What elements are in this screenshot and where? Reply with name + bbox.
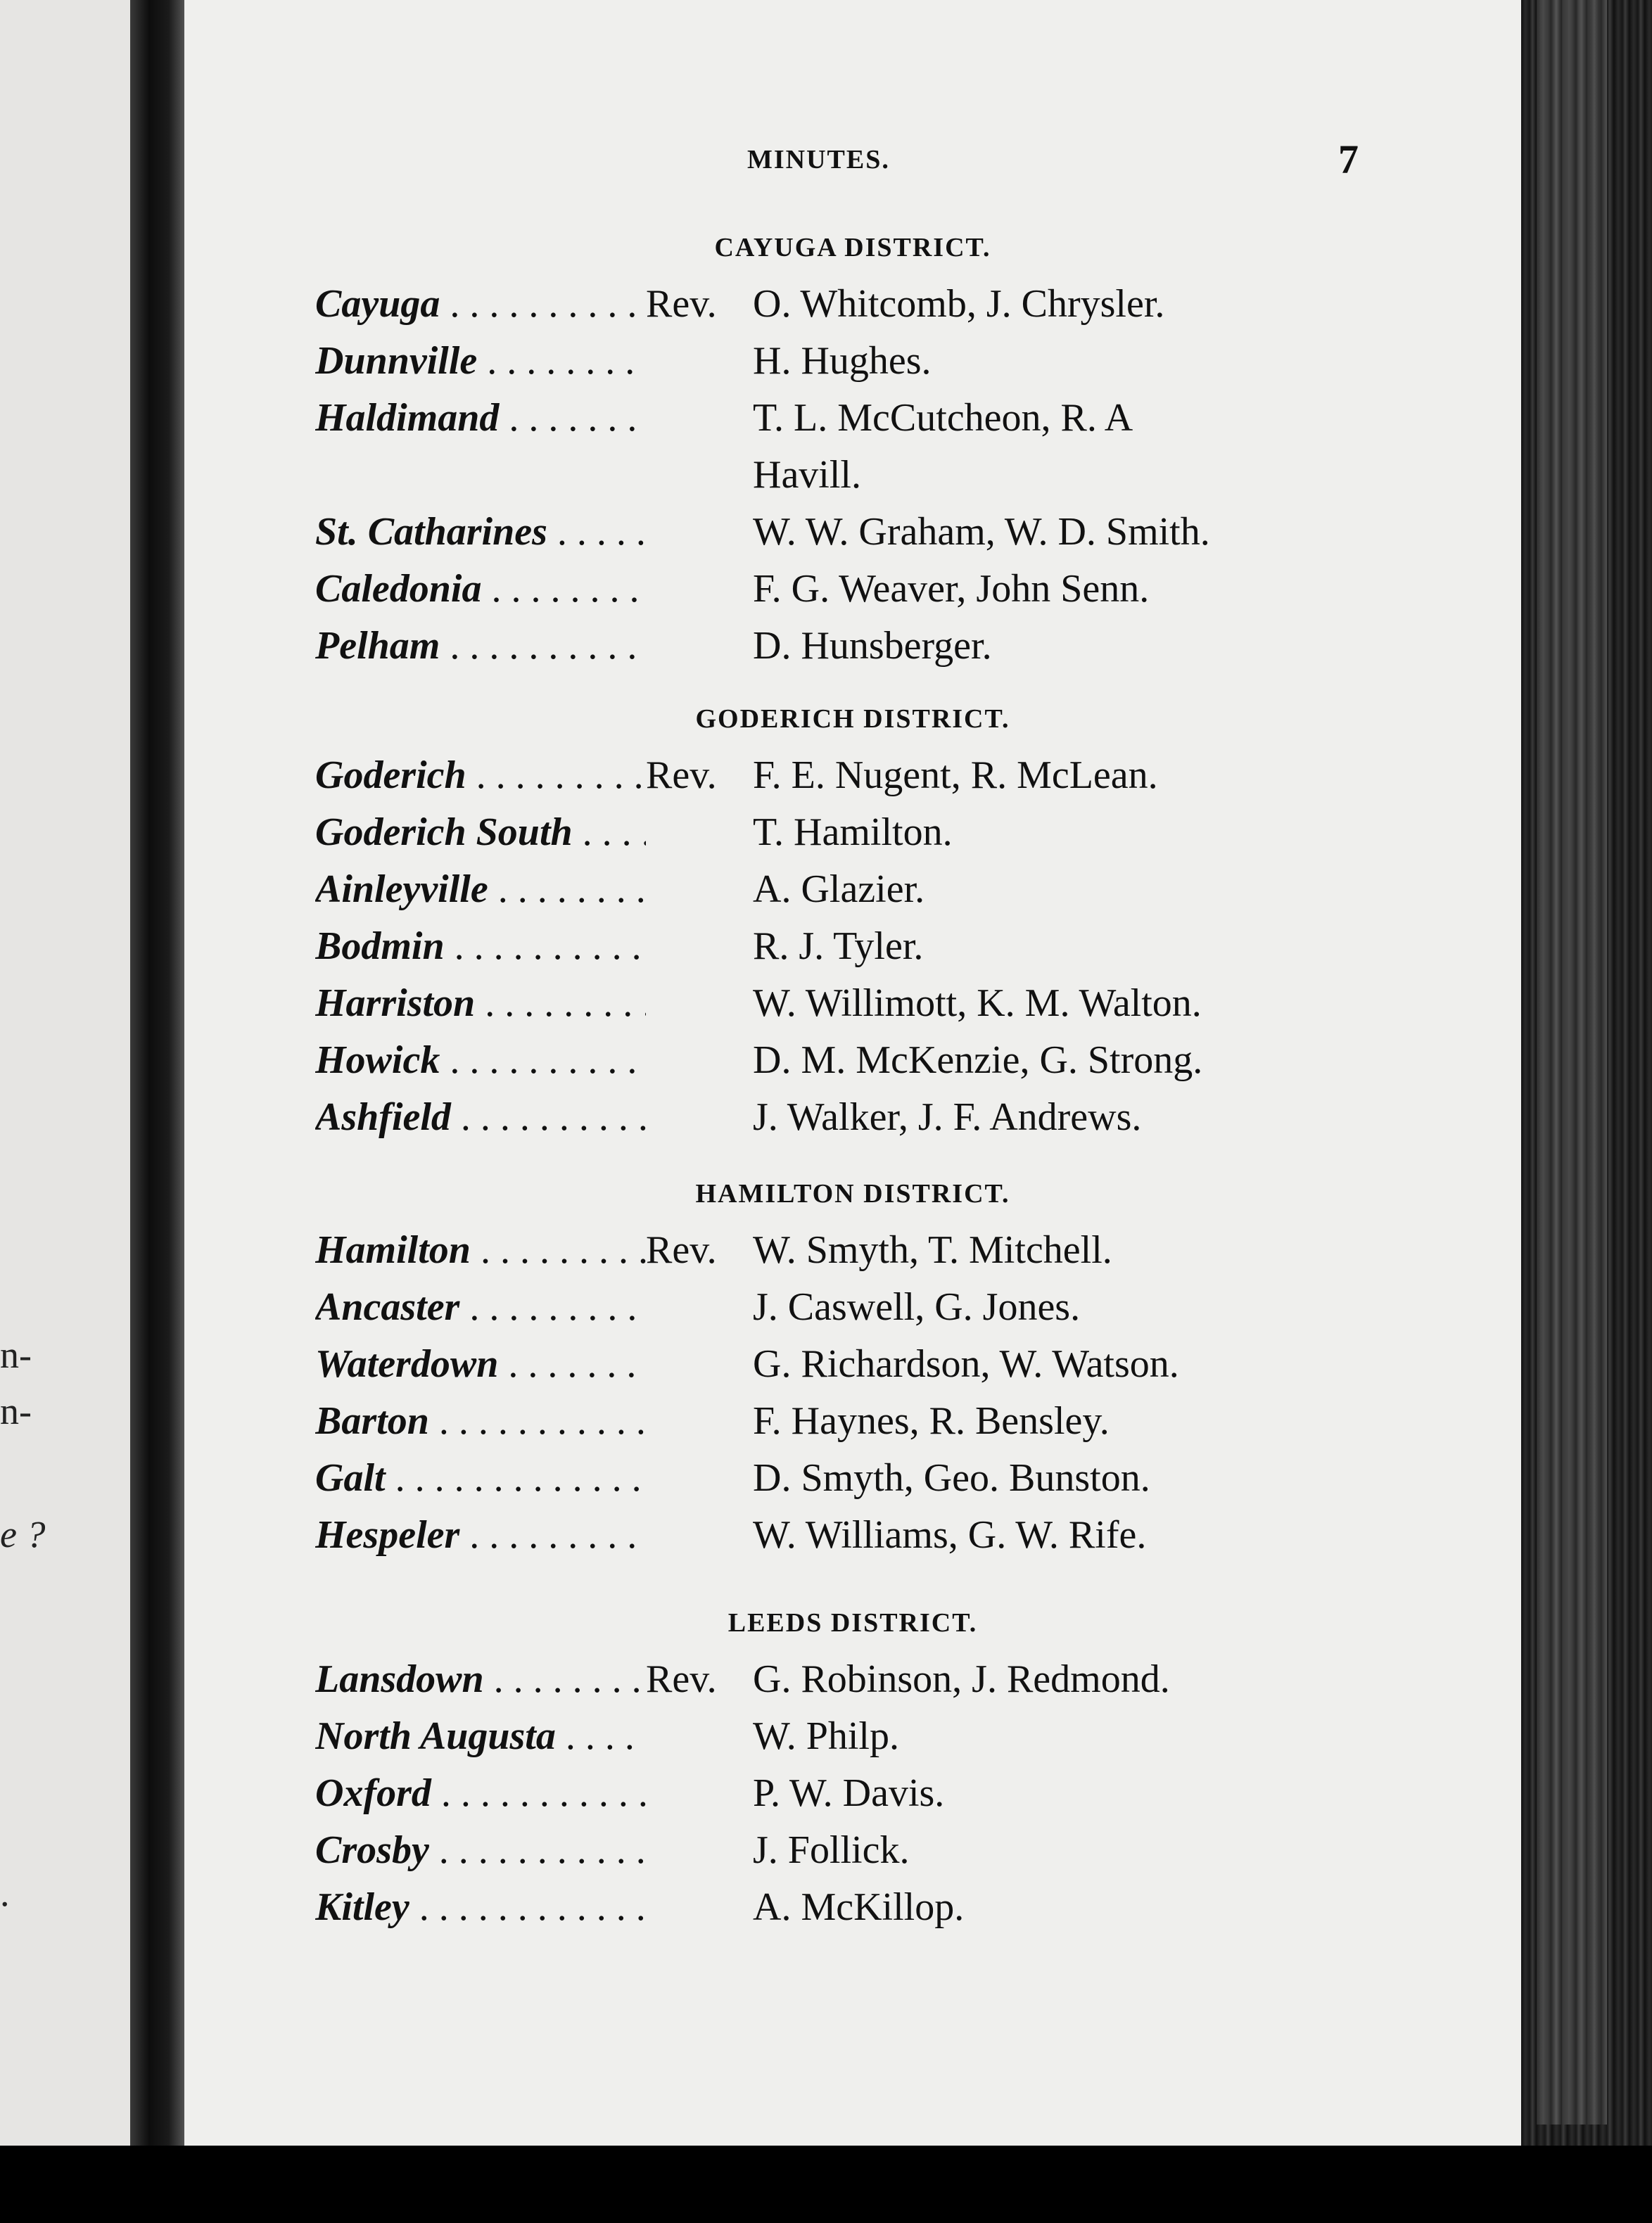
circuit-row	[0, 1038, 1652, 1087]
circuit-row	[0, 1456, 1652, 1505]
circuit-name: North Augusta . . .	[315, 1714, 646, 1759]
circuit-row	[0, 1828, 1652, 1877]
left-edge-fragment: e ?	[0, 1513, 46, 1555]
circuit-name: Ainleyville . . .	[315, 867, 646, 912]
ministers: F. E. Nugent, R. McLean.	[753, 753, 1158, 797]
circuit-row	[0, 1657, 1652, 1706]
circuit-row	[0, 867, 1652, 916]
circuit-row	[0, 623, 1652, 673]
ministers: A. Glazier.	[753, 867, 925, 911]
circuit-name: Hamilton . . .	[315, 1228, 646, 1273]
district-heading: LEEDS DISTRICT.	[727, 1608, 978, 1638]
ministers: T. Hamilton.	[753, 810, 953, 854]
circuit-row	[0, 395, 1652, 445]
circuit-name: Crosby . . .	[315, 1828, 646, 1873]
running-head: MINUTES.	[747, 145, 890, 174]
circuit-row	[0, 338, 1652, 388]
circuit-row	[0, 1095, 1652, 1144]
circuit-name: Caledonia . . .	[315, 566, 646, 611]
circuit-name: Lansdown . . .	[315, 1657, 646, 1702]
circuit-row	[0, 1285, 1652, 1334]
ministers: W. Willimott, K. M. Walton.	[753, 981, 1202, 1025]
circuit-row	[0, 981, 1652, 1030]
circuit-name: St. Catharines . . .	[315, 509, 646, 554]
district-heading: GODERICH DISTRICT.	[695, 704, 1010, 734]
circuit-row	[0, 810, 1652, 859]
circuit-name: Pelham . . .	[315, 623, 646, 668]
ministers: O. Whitcomb, J. Chrysler.	[753, 282, 1165, 326]
circuit-row	[0, 1512, 1652, 1562]
rev-prefix: Rev.	[646, 1657, 717, 1701]
ministers-continuation: Havill.	[753, 453, 861, 497]
rev-prefix: Rev.	[646, 1228, 717, 1272]
circuit-name: Kitley . . .	[315, 1885, 646, 1930]
ministers: D. M. McKenzie, G. Strong.	[753, 1038, 1203, 1082]
circuit-name: Haldimand . . .	[315, 395, 646, 440]
ministers: J. Caswell, G. Jones.	[753, 1285, 1081, 1329]
circuit-row	[0, 1342, 1652, 1391]
circuit-row	[0, 1228, 1652, 1277]
ministers: G. Robinson, J. Redmond.	[753, 1657, 1170, 1701]
scan-border	[0, 2146, 1652, 2223]
circuit-name: Dunnville . . .	[315, 338, 646, 383]
rev-prefix: Rev.	[646, 753, 717, 797]
continuation-row	[0, 452, 1652, 502]
ministers: A. McKillop.	[753, 1885, 965, 1929]
circuit-name: Harriston . . .	[315, 981, 646, 1026]
ministers: D. Smyth, Geo. Bunston.	[753, 1456, 1150, 1500]
circuit-row	[0, 1714, 1652, 1763]
circuit-name: Oxford . . .	[315, 1771, 646, 1816]
left-edge-fragment: .	[0, 1872, 10, 1914]
circuit-row	[0, 281, 1652, 331]
ministers: J. Walker, J. F. Andrews.	[753, 1095, 1142, 1139]
circuit-name: Cayuga . . .	[315, 281, 646, 326]
ministers: T. L. McCutcheon, R. A	[753, 396, 1133, 440]
circuit-name: Goderich . . .	[315, 753, 646, 798]
ministers: W. W. Graham, W. D. Smith.	[753, 510, 1210, 554]
ministers: F. Haynes, R. Bensley.	[753, 1399, 1110, 1443]
circuit-name: Barton . . .	[315, 1399, 646, 1444]
page-header	[184, 136, 1521, 186]
circuit-name: Ashfield . . .	[315, 1095, 646, 1140]
left-edge-fragment: n-	[0, 1390, 32, 1432]
ministers: P. W. Davis.	[753, 1771, 945, 1815]
left-edge-fragment: n-	[0, 1334, 32, 1376]
circuit-row	[0, 1885, 1652, 1934]
circuit-name: Ancaster . . .	[315, 1285, 646, 1330]
circuit-name: Bodmin . . .	[315, 924, 646, 969]
ministers: D. Hunsberger.	[753, 624, 992, 668]
ministers: J. Follick.	[753, 1828, 910, 1872]
circuit-row	[0, 1771, 1652, 1820]
ministers: H. Hughes.	[753, 339, 932, 383]
rev-prefix: Rev.	[646, 282, 717, 326]
district-heading: CAYUGA DISTRICT.	[714, 233, 991, 262]
page-number: 7	[1338, 136, 1359, 182]
circuit-row	[0, 566, 1652, 616]
circuit-row	[0, 924, 1652, 973]
ministers: F. G. Weaver, John Senn.	[753, 567, 1150, 611]
circuit-name: Hespeler . . .	[315, 1512, 646, 1558]
ministers: G. Richardson, W. Watson.	[753, 1342, 1179, 1386]
ministers: W. Philp.	[753, 1714, 899, 1758]
circuit-name: Goderich South . . .	[315, 810, 646, 855]
circuit-row	[0, 1399, 1652, 1448]
ministers: W. Smyth, T. Mitchell.	[753, 1228, 1112, 1272]
district-heading: HAMILTON DISTRICT.	[695, 1179, 1010, 1209]
circuit-row	[0, 753, 1652, 802]
ministers: W. Williams, G. W. Rife.	[753, 1513, 1147, 1557]
circuit-row	[0, 509, 1652, 559]
circuit-name: Waterdown . . .	[315, 1342, 646, 1387]
circuit-name: Howick . . .	[315, 1038, 646, 1083]
circuit-name: Galt . . .	[315, 1456, 646, 1501]
ministers: R. J. Tyler.	[753, 924, 924, 968]
